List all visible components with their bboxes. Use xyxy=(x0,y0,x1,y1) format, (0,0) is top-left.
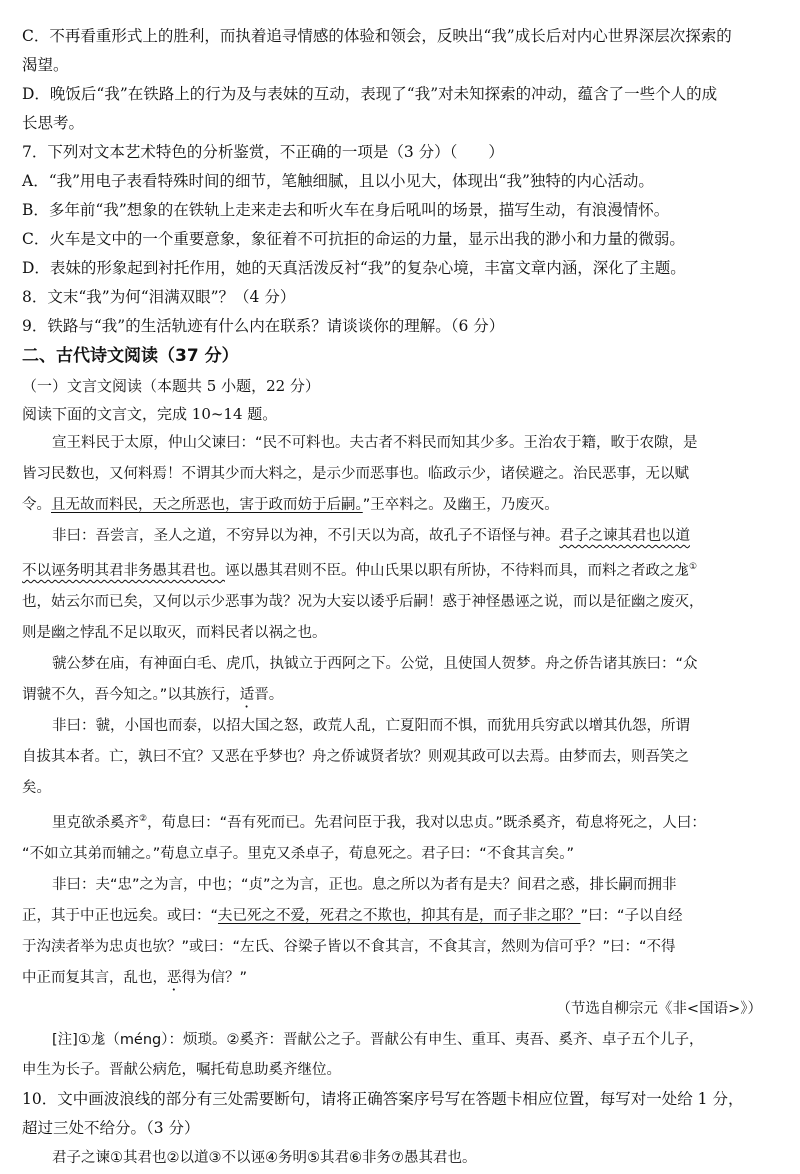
passage-p2-line3: 也，姑云尔而已矣，又何以示少恶事为哉？况为大妄以诿乎后嗣！惑于神怪愚诬之说，而以是征幽之废灭， xyxy=(22,593,704,610)
q6-option-c-line2: 渴望。 xyxy=(22,56,69,74)
q7-option-a: A．“我”用电子表看特殊时间的细节，笔触细腻，且以小见大，体现出“我”独特的内心活动。 xyxy=(22,172,654,190)
dotted-char-shi: 适 xyxy=(239,686,255,703)
passage-p5-line2: “不如立其弟而辅之。”荀息立卓子。里克又杀卓子，荀息死之。君子曰：“不食其言矣。” xyxy=(22,845,575,862)
passage-p4-line3: 矣。 xyxy=(22,779,51,796)
q7-option-b: B．多年前“我”想象的在铁轨上走来走去和听火车在身后吼叫的场景，描写生动，有浪漫情怀。 xyxy=(22,201,670,219)
passage-text: 非曰：吾尝言，圣人之道，不穷异以为神，不引天以为高，故孔子不语怪与神。 xyxy=(52,528,560,544)
notes-line1: [注]①尨（méng）：烦琐。②奚齐：晋献公之子。晋献公有申生、重耳、夷吾、奚齐、卓子五个儿子， xyxy=(52,1031,704,1048)
passage-p6-line1: 非曰：夫“忠”之为言，中也；“贞”之为言，正也。息之所以为者有是夫？间君之惑，排长嗣而拥非 xyxy=(52,876,677,893)
section-2-instruction: 阅读下面的文言文，完成 10~14 题。 xyxy=(22,405,278,423)
exam-page xyxy=(22,22,782,1174)
passage-p4-line2: 自拔其本者。亡，孰曰不宜？又恶在乎梦也？舟之侨诚贤者欤？则观其政可以去焉。由梦而去，则吾笑之 xyxy=(22,748,689,765)
footnote-marker-2: ② xyxy=(139,813,148,824)
passage-p4-line1: 非曰：虢，小国也而泰，以招大国之怒，政荒人乱，亡夏阳而不惧，而犹用兵穷武以增其仇怨，所谓 xyxy=(52,717,690,734)
passage-p3-line1: 虢公梦在庙，有神面白毛、虎爪，执钺立于西阿之下。公觉，且使国人贺梦。舟之侨告诸其族曰：“众 xyxy=(52,655,698,672)
passage-p2-line4: 则是幽之悖乱不足以取灭，而料民者以祸之也。 xyxy=(22,624,327,641)
underlined-sentence-1: 且无故而料民，天之所恶也，害于政而妨于后嗣。 xyxy=(51,497,363,513)
dotted-char-wu: 恶 xyxy=(167,969,182,986)
passage-text: 令。 xyxy=(22,497,51,513)
notes-line2: 申生为长子。晋献公病危，嘱托荀息助奚齐继位。 xyxy=(22,1061,341,1078)
passage-p5-line1 xyxy=(22,804,782,839)
passage-p2-line1 xyxy=(22,521,782,552)
q10-line1: 10．文中画波浪线的部分有三处需要断句，请将正确答案序号写在答题卡相应位置，每写对一处给 1 分， xyxy=(22,1089,744,1108)
wavy-underline-part1: 君子之谏其君也以道 xyxy=(559,528,690,544)
passage-text: ，荀息曰：“吾有死而已。先君问臣于我，我对以忠贞。”既杀奚齐，荀息将死之，人曰： xyxy=(147,814,706,831)
q10-sentence: 君子之谏①其君也②以道③不以诬④务明⑤其君⑥非务⑦愚其君也。 xyxy=(52,1149,477,1166)
passage-source: （节选自柳宗元《非<国语>》） xyxy=(556,1000,762,1017)
passage-p3-line2 xyxy=(22,680,782,711)
section-2-subtitle: （一）文言文阅读（本题共 5 小题，22 分） xyxy=(22,377,320,395)
passage-text: 晋。 xyxy=(254,686,284,703)
q10-line2: 超过三处不给分。（3 分） xyxy=(22,1118,200,1137)
passage-p1-line3 xyxy=(22,490,782,521)
passage-p1-line2: 皆习民数也，又何料焉！不谓其少而大料之，是示少而恶事也。临政示少，诸侯避之。治民恶事，无以赋 xyxy=(22,466,689,482)
q6-option-d-line1: D．晚饭后“我”在铁路上的行为及与表妹的互动，表现了“我”对未知探索的冲动，蕴含了一些个人的成 xyxy=(22,85,718,103)
q6-option-c-line1: C．不再看重形式上的胜利，而执着追寻情感的体验和领会，反映出“我”成长后对内心世界深层次探索的 xyxy=(22,27,732,45)
wavy-underline-part2: 不以诬务明其君非务愚其君也。 xyxy=(22,562,225,579)
underlined-sentence-2: 夫已死之不爱，死君之不欺也，抑其有是，而子非之耶？ xyxy=(218,907,581,924)
q7-option-c: C．火车是文中的一个重要意象，象征着不可抗拒的命运的力量，显示出我的渺小和力量的微弱。 xyxy=(22,230,685,248)
q7-option-d: D．表妹的形象起到衬托作用，她的天真活泼反衬“我”的复杂心境，丰富文章内涵，深化了主题。 xyxy=(22,259,686,277)
section-2-title: 二、古代诗文阅读（37 分） xyxy=(22,346,239,366)
passage-text: 谓虢不久，吾今知之。”以其族行， xyxy=(22,686,240,703)
q6-option-d-line2: 长思考。 xyxy=(22,114,85,132)
passage-text: 得为信？” xyxy=(181,969,248,986)
passage-p2-line2 xyxy=(22,552,782,587)
passage-text: 里克欲杀奚齐 xyxy=(52,814,139,831)
q7-stem: 7．下列对文本艺术特色的分析鉴赏，不正确的一项是（3 分）（ ） xyxy=(22,143,504,161)
passage-p6-line2 xyxy=(22,901,782,932)
passage-text: ”王卒料之。及幽王，乃废灭。 xyxy=(362,497,559,513)
passage-text: 诬以愚其君则不臣。仲山氏果以职有所协，不待料而具，而料之者政之尨 xyxy=(225,562,689,579)
passage-text: 正，其于中正也远矣。或曰：“ xyxy=(22,907,219,924)
passage-p6-line4 xyxy=(22,963,782,994)
passage-p6-line3: 于沟渎者举为忠贞也欤？”或曰：“左氏、谷梁子皆以不食其言，不食其言，然则为信可乎？”曰：“不得 xyxy=(22,938,676,955)
passage-text: 中正而复其言，乱也， xyxy=(22,969,167,986)
passage-p1-line1: 宣王料民于太原，仲山父谏曰：“民不可料也。夫古者不料民而知其少多。王治农于籍，畋于农隙，是 xyxy=(52,435,698,451)
q9-question: 9．铁路与“我”的生活轨迹有什么内在联系？请谈谈你的理解。（6 分） xyxy=(22,317,505,335)
passage-text: ”曰：“子以自经 xyxy=(580,907,683,924)
footnote-marker-1: ① xyxy=(689,562,698,572)
q8-question: 8．文末“我”为何“泪满双眼”？（4 分） xyxy=(22,288,296,306)
